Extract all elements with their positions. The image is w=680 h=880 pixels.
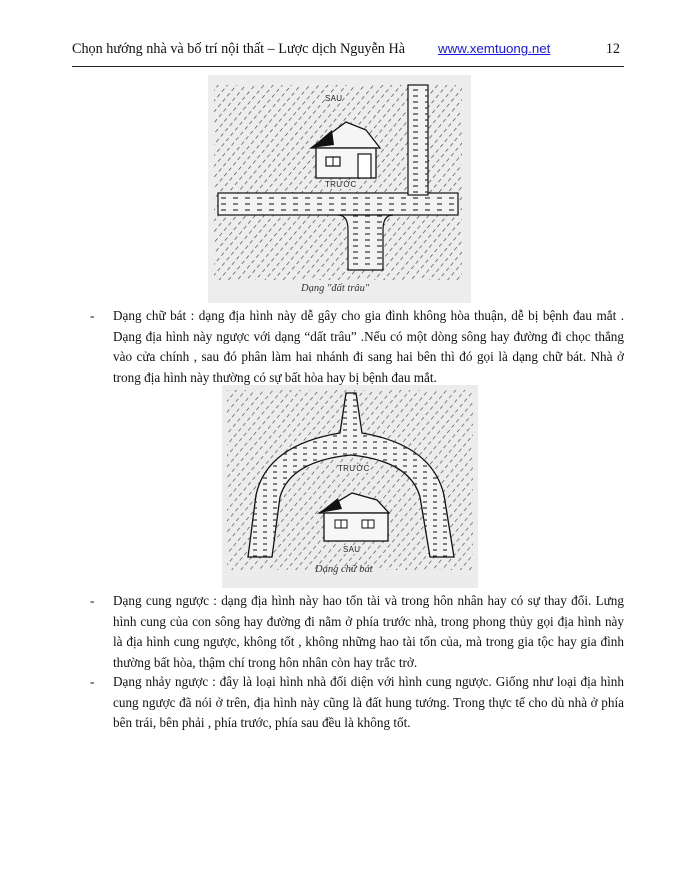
page-number: 12: [605, 41, 620, 57]
page-header: [72, 38, 624, 60]
bullet-text: Dạng chữ bát : dạng địa hình này dễ gây cho gia đình không hòa thuận, dễ bị bệnh đau mắt . Dạng địa hình này ngược với dạng “dất trâu” .Nếu có một dòng sông hay đường đi chọc thẳng vào cửa chính , sau đó phân làm hai nhánh đi sang hai bên thì đó gọi là dạng chữ bát. Nhà ở trong địa hình này thường có sự bất hòa hay bị bệnh đau mắt.: [113, 308, 624, 385]
bullet-marker: -: [90, 593, 95, 608]
bullet-text: Dạng cung ngược : dạng địa hình này hao tổn tài và trong hôn nhân hay có sự thay đổi. Lưng hình cung của con sông hay đường đi nằm ở phía trước nhà, trong phong thủy gọi địa hình này là địa hình cung ngược, không tốt , không những hao tài tốn của, mà trong gia tộc hay gia đình thường bất hòa, thậm chí trong hôn nhân còn hay trắc trở.: [113, 593, 624, 670]
chu-bat-illustration: [222, 385, 478, 588]
bullet-marker: -: [90, 674, 95, 689]
figure-caption: Dạng "đất trâu": [301, 283, 370, 294]
header-divider: [72, 66, 624, 67]
bullet-text: Dạng nhảy ngược : đây là loại hình nhà đối diện với hình cung ngược. Giống như loại địa hình cung ngược đã nói ở trên, địa hình này cũng là đất hung tướng. Trong thực tế cho dù nhà ở phía bên trái, bên phải , phía trước, phía sau đều là không tốt.: [113, 674, 624, 730]
figure-label-sau: SAU: [325, 94, 343, 103]
figure-label-truoc: TRƯỚC: [325, 180, 357, 189]
figure-label-sau: SAU: [343, 545, 361, 554]
figure-label-truoc: TRƯỚC: [338, 464, 370, 473]
dat-trau-illustration: [208, 75, 471, 303]
figure-dat-trau: [208, 75, 471, 303]
figure-chu-bat: [222, 385, 478, 588]
bullet-marker: -: [90, 308, 95, 323]
website-link[interactable]: www.xemtuong.net: [438, 41, 551, 56]
figure-caption: Dạng chữ bát: [315, 564, 373, 575]
document-title: Chọn hướng nhà và bố trí nội thất – Lược dịch Nguyễn Hà: [72, 41, 405, 57]
